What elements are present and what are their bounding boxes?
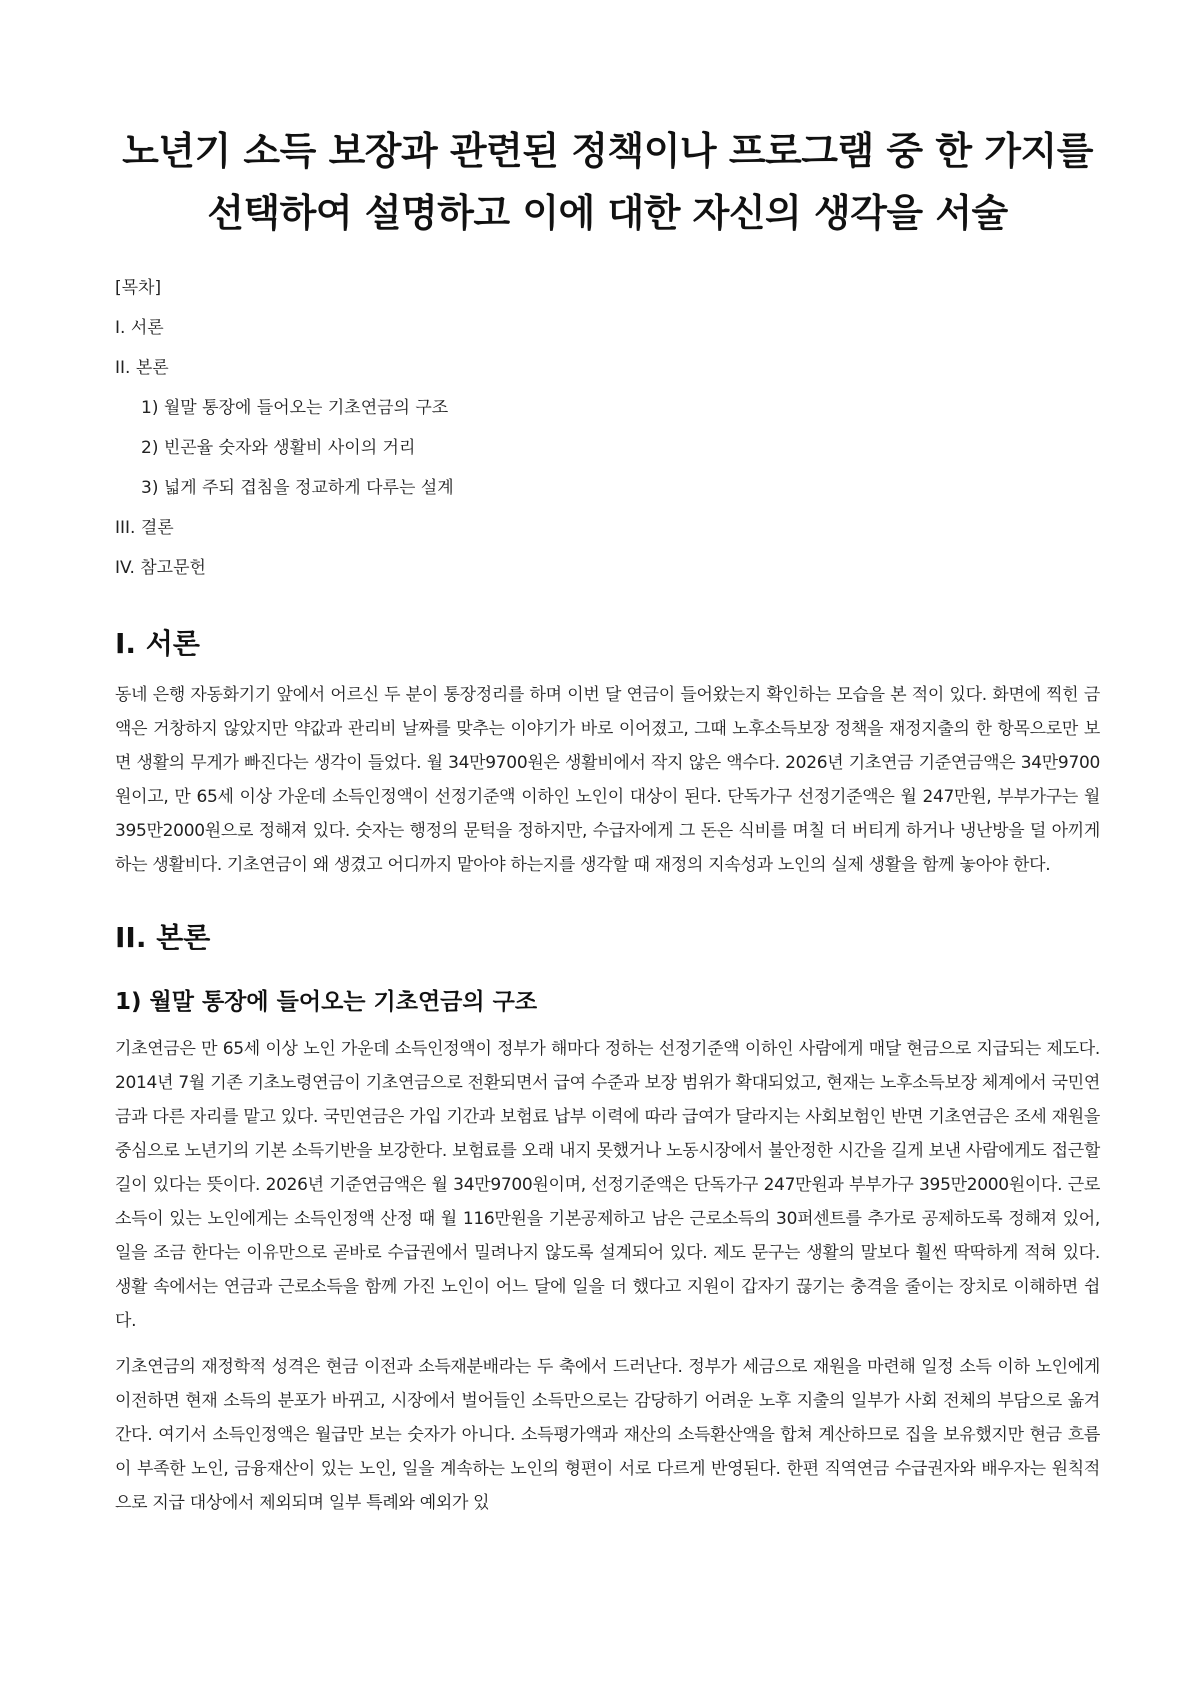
toc-item: II. 본론 [115, 358, 169, 378]
toc-item: 3) 넓게 주되 겹침을 정교하게 다루는 설계 [141, 478, 454, 498]
toc-item: IV. 참고문헌 [115, 558, 206, 578]
toc-item: III. 결론 [115, 518, 174, 538]
toc-item: 1) 월말 통장에 들어오는 기초연금의 구조 [141, 398, 449, 418]
toc-item: I. 서론 [115, 318, 164, 338]
section-heading-intro: I. 서론 [115, 627, 200, 660]
body-paragraph: 기초연금의 재정학적 성격은 현금 이전과 소득재분배라는 두 축에서 드러난다. 정부가 세금으로 재원을 마련해 일정 소득 이하 노인에게 이전하면 현재 소득의 분포가 바뀌고, 시장에서 벌어들인 소득만으로는 감당하기 어려운 노후 지출의 일부가 사회 전체의 부담으로 옮겨간다. 여기서 소득인정액은 월급만 보는 숫자가 아니다. 소득평가액과 재산의 소득환산액을 합쳐 계산하므로 집을 보유했지만 현금 흐름이 부족한 노인, 금융재산이 있는 노인, 일을 계속하는 노인의 형편이 서로 다르게 반영된다. 한편 직역연금 수급권자와 배우자는 원칙적으로 지급 대상에서 제외되며 일부 특례와 예외가 있 [115, 1357, 1100, 1513]
table-of-contents [115, 268, 1100, 588]
toc-heading: [목차] [115, 278, 162, 298]
body-paragraph: 기초연금은 만 65세 이상 노인 가운데 소득인정액이 정부가 해마다 정하는 선정기준액 이하인 사람에게 매달 현금으로 지급되는 제도다. 2014년 7월 기존 기초노령연금이 기초연금으로 전환되면서 급여 수준과 보장 범위가 확대되었고, 현재는 노후소득보장 체계에서 국민연금과 다른 자리를 맡고 있다. 국민연금은 가입 기간과 보험료 납부 이력에 따라 급여가 달라지는 사회보험인 반면 기초연금은 조세 재원을 중심으로 노년기의 기본 소득기반을 보강한다. 보험료를 오래 내지 못했거나 노동시장에서 불안정한 시간을 길게 보낸 사람에게도 접근할 길이 있다는 뜻이다. 2026년 기준연금액은 월 34만9700원이며, 선정기준액은 단독가구 247만원과 부부가구 395만2000원이다. 근로소득이 있는 노인에게는 소득인정액 산정 때 월 116만원을 기본공제하고 남은 근로소득의 30퍼센트를 추가로 공제하도록 정해져 있어, 일을 조금 한다는 이유만으로 곧바로 수급권에서 밀려나지 않도록 설계되어 있다. 제도 문구는 생활의 말보다 훨씬 딱딱하게 적혀 있다. 생활 속에서는 연금과 근로소득을 함께 가진 노인이 어느 달에 일을 더 했다고 지원이 갑자기 끊기는 충격을 줄이는 장치로 이해하면 쉽다. [115, 1039, 1100, 1331]
subsection-heading: 1) 월말 통장에 들어오는 기초연금의 구조 [115, 989, 538, 1015]
toc-item: 2) 빈곤율 숫자와 생활비 사이의 거리 [141, 438, 416, 458]
document-title: 노년기 소득 보장과 관련된 정책이나 프로그램 중 한 가지를 선택하여 설명하고 이에 대한 자신의 생각을 서술 [122, 129, 1093, 235]
intro-paragraph: 동네 은행 자동화기기 앞에서 어르신 두 분이 통장정리를 하며 이번 달 연금이 들어왔는지 확인하는 모습을 본 적이 있다. 화면에 찍힌 금액은 거창하지 않았지만 약값과 관리비 날짜를 맞추는 이야기가 바로 이어졌고, 그때 노후소득보장 정책을 재정지출의 한 항목으로만 보면 생활의 무게가 빠진다는 생각이 들었다. 월 34만9700원은 생활비에서 작지 않은 액수다. 2026년 기초연금 기준연금액은 34만9700원이고, 만 65세 이상 가운데 소득인정액이 선정기준액 이하인 노인이 대상이 된다. 단독가구 선정기준액은 월 247만원, 부부가구는 월 395만2000원으로 정해져 있다. 숫자는 행정의 문턱을 정하지만, 수급자에게 그 돈은 식비를 며칠 더 버티게 하거나 냉난방을 덜 아끼게 하는 생활비다. 기초연금이 왜 생겼고 어디까지 맡아야 하는지를 생각할 때 재정의 지속성과 노인의 실제 생활을 함께 놓아야 한다. [115, 685, 1100, 875]
section-heading-body: II. 본론 [115, 921, 211, 954]
